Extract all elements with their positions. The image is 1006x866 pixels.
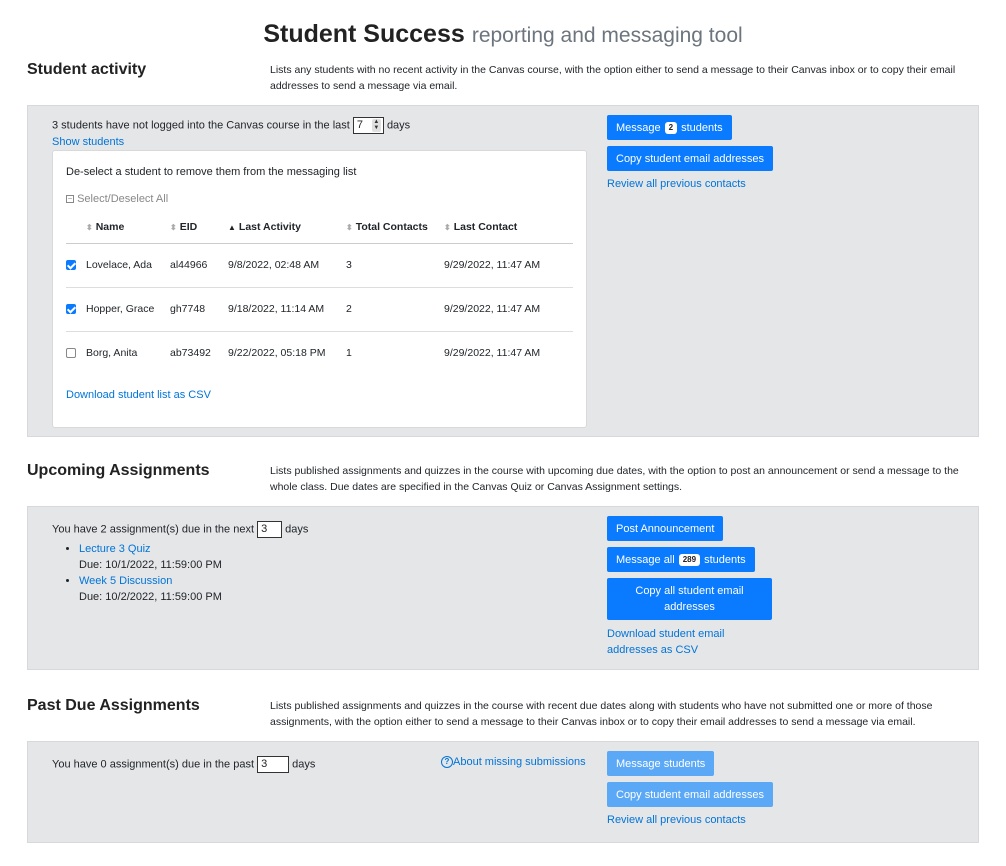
past-due-days-input[interactable]: 3: [257, 756, 289, 773]
student-total-contacts: 2: [346, 287, 444, 331]
student-last-activity: 9/18/2022, 11:14 AM: [228, 287, 346, 331]
student-last-contact: 9/29/2022, 11:47 AM: [444, 347, 541, 360]
student-list-card: [52, 150, 587, 428]
show-students-link[interactable]: Show students: [52, 136, 125, 148]
message-all-students-button[interactable]: Message all 289 students: [607, 547, 755, 572]
review-contacts-link[interactable]: Review all previous contacts: [607, 814, 746, 826]
past-due-days-unit: days: [292, 758, 316, 771]
review-contacts-link[interactable]: Review all previous contacts: [607, 178, 746, 190]
student-eid: gh7748: [170, 287, 228, 331]
student-checkbox[interactable]: [66, 260, 76, 270]
sort-asc-icon: ▲: [228, 222, 235, 232]
upcoming-assignments-panel: [27, 506, 979, 670]
assignment-link[interactable]: Week 5 Discussion: [79, 575, 173, 587]
past-due-assignments-panel: [27, 741, 979, 843]
sort-icon: ⬍: [86, 222, 92, 232]
assignment-due: Due: 10/1/2022, 11:59:00 PM: [79, 559, 222, 571]
student-last-contact: 9/29/2022, 11:47 AM: [444, 243, 573, 287]
message-students-button[interactable]: Message students: [607, 751, 714, 776]
table-header-row: [66, 211, 573, 243]
minus-square-icon: −: [67, 194, 73, 204]
sort-icon: ⬍: [346, 222, 352, 232]
app-subtitle: reporting and messaging tool: [471, 24, 743, 47]
select-all-label: Select/Deselect All: [77, 193, 169, 205]
student-last-activity: 9/8/2022, 02:48 AM: [228, 243, 346, 287]
upcoming-days-unit: days: [285, 523, 309, 536]
message-count-badge: 2: [665, 122, 677, 134]
inactive-summary: [52, 117, 410, 134]
about-missing-submissions-link[interactable]: ? About missing submissions: [441, 756, 586, 768]
deselect-hint: De-select a student to remove them from the messaging list: [66, 166, 357, 178]
student-total-contacts: 3: [346, 243, 444, 287]
assignment-due: Due: 10/2/2022, 11:59:00 PM: [79, 591, 222, 603]
table-row: [66, 243, 573, 287]
student-total-contacts: 1: [346, 347, 352, 360]
table-row: [66, 331, 573, 375]
student-last-activity: 9/22/2022, 05:18 PM: [228, 347, 326, 360]
sort-icon: ⬍: [170, 222, 176, 232]
column-header-last-contact[interactable]: ⬍ Last Contact: [444, 211, 573, 243]
student-name: Borg, Anita: [86, 347, 138, 360]
student-eid: al44966: [170, 243, 228, 287]
copy-all-email-addresses-button[interactable]: Copy all student email addresses: [607, 578, 772, 620]
student-activity-panel: [27, 105, 979, 437]
copy-email-addresses-button[interactable]: Copy student email addresses: [607, 146, 773, 171]
sort-icon: ⬍: [444, 222, 450, 232]
upcoming-assignments-title: Upcoming Assignments: [27, 462, 210, 479]
page-title: [0, 20, 1006, 49]
upcoming-days-input[interactable]: 3: [257, 521, 282, 538]
message-students-button[interactable]: Message 2 students: [607, 115, 732, 140]
list-item: [79, 573, 222, 589]
column-header-total-contacts[interactable]: ⬍ Total Contacts: [346, 211, 444, 243]
student-name: Lovelace, Ada: [86, 243, 170, 287]
student-activity-title: Student activity: [27, 61, 147, 78]
list-item: [79, 541, 222, 557]
message-all-count-badge: 289: [679, 554, 700, 566]
student-checkbox[interactable]: [66, 348, 76, 358]
table-row: [66, 287, 573, 331]
past-due-assignments-title: Past Due Assignments: [27, 697, 200, 714]
student-table: [66, 211, 573, 375]
upcoming-assignment-list: [52, 541, 222, 605]
select-all-toggle[interactable]: [66, 193, 168, 205]
column-header-eid[interactable]: ⬍ EID: [170, 211, 228, 243]
student-name: Hopper, Grace: [86, 287, 170, 331]
student-eid: ab73492: [170, 347, 211, 360]
app-title: Student Success: [263, 20, 465, 48]
student-last-contact: 9/29/2022, 11:47 AM: [444, 287, 573, 331]
student-activity-description: Lists any students with no recent activity in the Canvas course, with the option either to send a message to their Canvas inbox or to copy their email addresses to send a message via email.: [270, 64, 956, 92]
help-circle-icon: ?: [441, 756, 453, 768]
upcoming-summary: [52, 521, 308, 538]
inactive-summary-text: 3 students have not logged into the Canvas course in the last: [52, 119, 350, 132]
past-due-summary-text: You have 0 assignment(s) due in the past: [52, 758, 255, 771]
past-due-summary: [52, 756, 315, 773]
upcoming-assignments-description: Lists published assignments and quizzes in the course with upcoming due dates, with the option to post an announcement or send a message to the whole class. Due dates are specified in the Canvas Quiz or Canvas Assignment settings.: [270, 465, 959, 493]
inactive-days-unit: days: [386, 119, 411, 132]
download-email-csv-link[interactable]: Download student email addresses as CSV: [607, 628, 725, 656]
post-announcement-button[interactable]: Post Announcement: [607, 516, 723, 541]
copy-email-addresses-button[interactable]: Copy student email addresses: [607, 782, 773, 807]
column-header-name[interactable]: ⬍ Name: [86, 211, 170, 243]
inactive-days-input[interactable]: 7 ▲ ▼: [353, 117, 384, 134]
upcoming-summary-text: You have 2 assignment(s) due in the next: [52, 523, 255, 536]
spinner-arrows-icon[interactable]: ▲ ▼: [373, 119, 380, 131]
student-checkbox[interactable]: [66, 304, 76, 314]
assignment-link[interactable]: Lecture 3 Quiz: [79, 543, 151, 555]
past-due-assignments-description: Lists published assignments and quizzes in the course with recent due dates along with students who have not submitted one or more of those assignments, with the option either to send a message to their Canvas inbox or to copy their email addresses to send a message via email.: [270, 700, 933, 728]
download-student-csv-link[interactable]: Download student list as CSV: [66, 389, 211, 401]
column-header-last-activity[interactable]: ▲ Last Activity: [228, 211, 346, 243]
